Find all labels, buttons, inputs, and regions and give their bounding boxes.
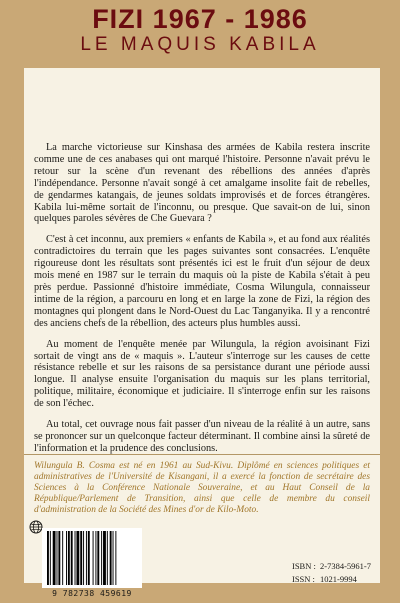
issn-value: 1021-9994 xyxy=(320,574,357,584)
isbn-row xyxy=(292,560,384,573)
paragraph-4: Au total, cet ouvrage nous fait passer d'un niveau de la réalité à un autre, sans se prononcer sur un quelconque facteur déterminant. Il combine ainsi la sûreté de l'information et la prudence des conclusions. xyxy=(34,419,370,454)
globe-icon xyxy=(29,520,43,534)
back-cover-text xyxy=(34,142,370,464)
paragraph-2: C'est à cet inconnu, aux premiers « enfants de Kabila », et au fond aux réalités contradictoires du terrain que les pages suivantes sont consacrées. L'enquête rigoureuse dont les résultats sont présentés ici est le fruit d'un séjour de deux mois mené en 1987 sur le terrain du maquis où la piste de Kabila s'était à peu près perdue. Passionné d'histoire immédiate, Cosma Wilungula, connaisseur intime de la région, a parcouru en long et en large la zone de Fizi, la région des montagnes qui plongent dans le Nord-Ouest du Lac Tanganyika. Il y a rencontré des anciens chefs de la rébellion, des acteurs plus humbles aussi. xyxy=(34,234,370,329)
issn-row xyxy=(292,573,384,586)
divider xyxy=(24,454,380,455)
paragraph-3: Au moment de l'enquête menée par Wilungula, la région avoisinant Fizi sortait de vingt ans de « maquis ». L'auteur s'interroge sur les causes de cette résistance rebelle et sur les raisons de sa persistance durant une période aussi longue. Il analyse ensuite l'organisation du maquis sur les plans territorial, politique, militaire, économique et judiciaire. Il s'interroge enfin sur les raisons de son l'échec. xyxy=(34,338,370,410)
book-subtitle: LE MAQUIS KABILA xyxy=(80,34,320,55)
author-bio: Wilungula B. Cosma est né en 1961 au Sud-Kivu. Diplômé en sciences politiques et administratives de l'Université de Kisangani, il a exercé la fonction de secrétaire des Sciences à la Conférence Nationale Souveraine, et au Haut Conseil de la République/Parlement de Transition, ainsi que celle de membre du conseil d'administration de la Société des Mines d'or de Kilo-Moto. xyxy=(34,461,370,515)
barcode-icon xyxy=(42,528,142,588)
paragraph-1: La marche victorieuse sur Kinshasa des armées de Kabila restera inscrite comme une de ces anabases qui ont marqué l'histoire. Personne n'avait prévu le retour sur la scène d'un revenant des rébellions des années d'après l'indépendance. Personne n'avait songé à cet amalgame insolite fait de rebelles, de gendarmes katangais, de jeunes soldats improvisés et de forces étrangères. Kabila lui-même sortait de l'inconnu, ou presque. Que savait-on de lui, sinon quelques paroles sévères de Che Guevara ? xyxy=(34,142,370,225)
isbn-block xyxy=(292,560,384,586)
isbn-value: 2-7384-5961-7 xyxy=(320,561,371,571)
issn-label: ISSN : xyxy=(292,574,315,584)
book-title: FIZI 1967 - 1986 xyxy=(92,4,308,34)
isbn-label: ISBN : xyxy=(292,561,316,571)
barcode-number: 9 782738 459619 xyxy=(52,589,132,598)
